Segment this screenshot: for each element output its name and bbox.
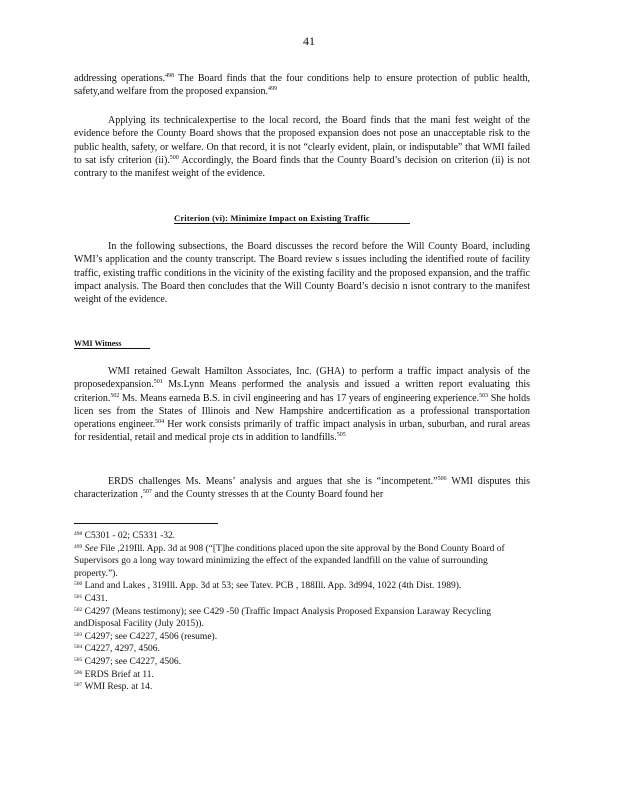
footnote-item: $^{498}$ C5301 - 02; C5331 -32. bbox=[74, 531, 176, 541]
footnote-item: $^{501}$ C431. bbox=[74, 593, 108, 604]
paragraph-continuation bbox=[74, 72, 530, 99]
page-number: 41 bbox=[303, 34, 315, 48]
paragraph-text: Applying its technicalexpertise to the local record, the Board finds that the mani fest weight of the evidence before the County Board shows that the proposed expansion does not pose an unacceptable risk to the public health, safety, or welfare. On that record, it is not “clearly evident, plain, or indisputable” that WMI failed to sat isfy criterion (ii). bbox=[74, 115, 530, 166]
footnote-ref: 501 bbox=[153, 379, 163, 386]
paragraph-erds-challenge: ERDS challenges Ms. Means’ analysis and argues that she is “incompetent.”$^{506}$ WMI disputes this characterization ,$^{507}$ and the County stresses th at the County Board found her bbox=[74, 476, 530, 501]
footnote-item: $^{506}$ ERDS Brief at 11. bbox=[74, 669, 154, 680]
footnote-ref: 500 bbox=[169, 154, 179, 161]
footnote-divider bbox=[74, 523, 218, 524]
footnote-ref: 507 bbox=[142, 489, 152, 496]
footnote-item: $^{504}$ C4227, 4297, 4506. bbox=[74, 644, 160, 655]
section-heading: Criterion (vi): Minimize Impact on Existing Traffic bbox=[174, 213, 410, 223]
footnote-ref: 498 bbox=[165, 73, 175, 79]
footnote-item: $^{503}$ C4297; see C4227, 4506 (resume). bbox=[74, 631, 218, 642]
footnote-item: $^{502}$ C4297 (Means testimony); see C429 -50 (Traffic Impact Analysis Proposed Expansion Laraway Recycling andDisposal Facility (July 2015)). bbox=[74, 606, 491, 630]
paragraph-text: addressing operations. bbox=[74, 73, 166, 84]
paragraph-text: Accordingly, the Board finds that the County Board’s decision on criterion (ii) is not contrary to the manifest weight of the evidence. bbox=[74, 154, 530, 180]
footnote-ref: 506 bbox=[437, 476, 447, 482]
footnote-item: $^{499}$ See File ,219Ill. App. 3d at 908 (“[T]he conditions placed upon the site approval by the Bond County Board of Supervisors go a long way toward minimizing the effect of the expanded landfill on the value of surrounding property.”). bbox=[74, 543, 505, 579]
footnotes-block bbox=[74, 530, 530, 694]
footnote-item: $^{500}$ Land and Lakes , 319Ill. App. 3d at 53; see Tatev. PCB , 188Ill. App. 3d994, 1022 (4th Dist. 1989). bbox=[74, 581, 462, 592]
footnote-item: $^{507}$ WMI Resp. at 14. bbox=[74, 682, 153, 693]
footnote-ref: 505 bbox=[336, 432, 346, 439]
subsection-heading: WMI Witness bbox=[74, 339, 150, 348]
paragraph-criterion-ii-conclusion bbox=[74, 114, 530, 180]
footnote-item: $^{505}$ C4297; see C4227, 4506. bbox=[74, 656, 181, 667]
paragraph-introduction: In the following subsections, the Board discusses the record before the Will County Board, including WMI’s application and the county transcript. The Board review s issues including the identified route of facility traffic, existing traffic conditions in the vicinity of the existing facility and the proposed expansion, and the traffic impact analysis. The Board then concludes that the Will County Board’s decisio n isnot contrary to the manifest weight of the evidence. bbox=[74, 241, 530, 306]
footnote-ref: 504 bbox=[155, 419, 165, 426]
footnote-ref: 503 bbox=[479, 392, 489, 399]
paragraph-text: The Board finds that the four conditions help to ensure protection of public health, safety,and welfare from the proposed expansion. bbox=[74, 73, 530, 98]
paragraph-wmi-witness: WMI retained Gewalt Hamilton Associates, Inc. (GHA) to perform a traffic impact analysis of the proposedexpansion.$^{501}$ Ms.Lynn Means performed the analysis and issued a written report evaluating this criterion.$^{502}$ Ms. Means earneda B.S. in civil engineering and has 17 years of engineering experience.$^{503}$ She holds licen ses from the States of Illinois and New Hampshire andcertification as a professional transportation operations engineer.$^{504}$ Her work consists primarily of traffic impact analysis in urban, suburban, and rural areas for residential, retail and medical proje cts in addition to landfills.$^{505}$ bbox=[74, 366, 530, 444]
footnote-ref: 502 bbox=[110, 392, 120, 399]
footnote-ref: 499 bbox=[268, 86, 278, 93]
